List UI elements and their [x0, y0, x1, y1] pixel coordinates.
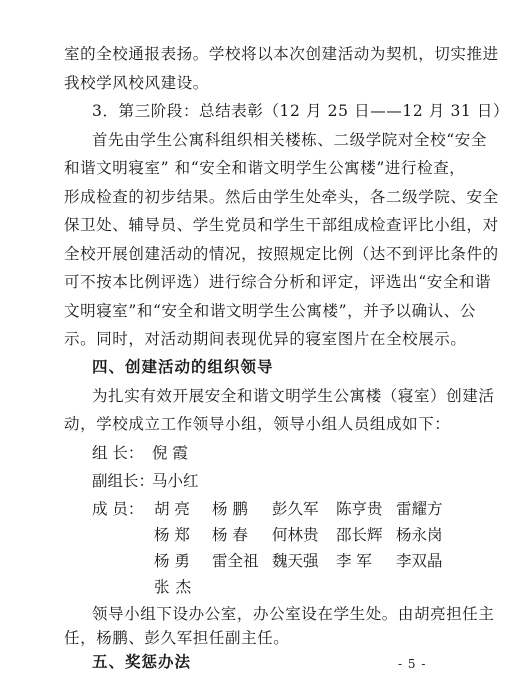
body-line-1: 室的全校通报表扬。学校将以本次创建活动为契机，切实推进 — [64, 45, 499, 63]
body-line-2: 我校学风校风建设。 — [64, 74, 209, 92]
member-name: 张 杰 — [154, 578, 192, 596]
leader-name: 倪 霞 — [152, 444, 188, 462]
phase-3-heading: 3．第三阶段：总结表彰（12 月 25 日——12 月 31 日） — [92, 102, 509, 120]
member-name: 杨 勇 — [154, 552, 190, 570]
vice-leader-label: 副组长： — [92, 472, 155, 490]
member-name: 李双晶 — [396, 552, 443, 570]
body-line-5: 和谐文明寝室” 和“安全和谐文明学生公寓楼”进行检查， — [64, 159, 466, 177]
body-line-6: 形成检查的初步结果。然后由学生处牵头，各二级学院、安全 — [64, 188, 499, 206]
leader-row — [92, 443, 392, 463]
page-number: - 5 - — [398, 657, 427, 671]
body-line-9: 可不按本比例评选）进行综合分析和评定，评选出“安全和谐 — [64, 273, 492, 291]
body-line-8: 全校开展创建活动的情况，按照规定比例（达不到评比条件的 — [64, 245, 499, 263]
body-line-7: 保卫处、辅导员、学生党员和学生干部组成检查评比小组，对 — [64, 216, 499, 234]
member-name: 魏天强 — [272, 552, 319, 570]
section-4-heading: 四、创建活动的组织领导 — [92, 358, 274, 376]
vice-leader-name: 马小红 — [152, 472, 199, 490]
member-name: 杨 春 — [212, 526, 248, 544]
member-name: 何林贵 — [272, 526, 319, 544]
section-4-para-line-2: 动，学校成立工作领导小组，领导小组人员组成如下： — [64, 415, 451, 433]
leader-label: 组 长： — [92, 444, 144, 462]
member-name: 彭久军 — [272, 500, 319, 518]
member-name: 邵长辉 — [336, 526, 383, 544]
member-name: 杨永岗 — [396, 526, 443, 544]
member-name: 杨 鹏 — [212, 500, 248, 518]
members-row-3 — [92, 551, 443, 571]
body-line-4: 首先由学生公寓科组织相关楼栋、二级学院对全校“安全 — [92, 131, 487, 149]
member-name: 李 军 — [336, 552, 372, 570]
body-line-10: 文明寝室”和“安全和谐文明学生公寓楼”，并予以确认、公 — [64, 302, 476, 320]
vice-leader-row — [92, 471, 392, 491]
office-line-1: 领导小组下设办公室，办公室设在学生处。由胡亮担任主 — [92, 605, 495, 623]
members-label: 成 员： — [92, 500, 144, 518]
body-line-11: 示。同时，对活动期间表现优异的寝室图片在全校展示。 — [64, 330, 467, 348]
members-row-2 — [92, 525, 443, 545]
office-line-2: 任，杨鹏、彭久军担任副主任。 — [64, 629, 290, 647]
member-name: 胡 亮 — [154, 500, 190, 518]
member-name: 陈亨贵 — [336, 500, 383, 518]
members-row-1 — [92, 499, 443, 519]
member-name: 杨 郑 — [154, 526, 190, 544]
member-name: 雷耀方 — [396, 500, 443, 518]
section-5-heading: 五、奖惩办法 — [92, 653, 192, 671]
member-name: 雷全祖 — [212, 552, 259, 570]
section-4-para-line-1: 为扎实有效开展安全和谐文明学生公寓楼（寝室）创建活 — [92, 387, 495, 405]
